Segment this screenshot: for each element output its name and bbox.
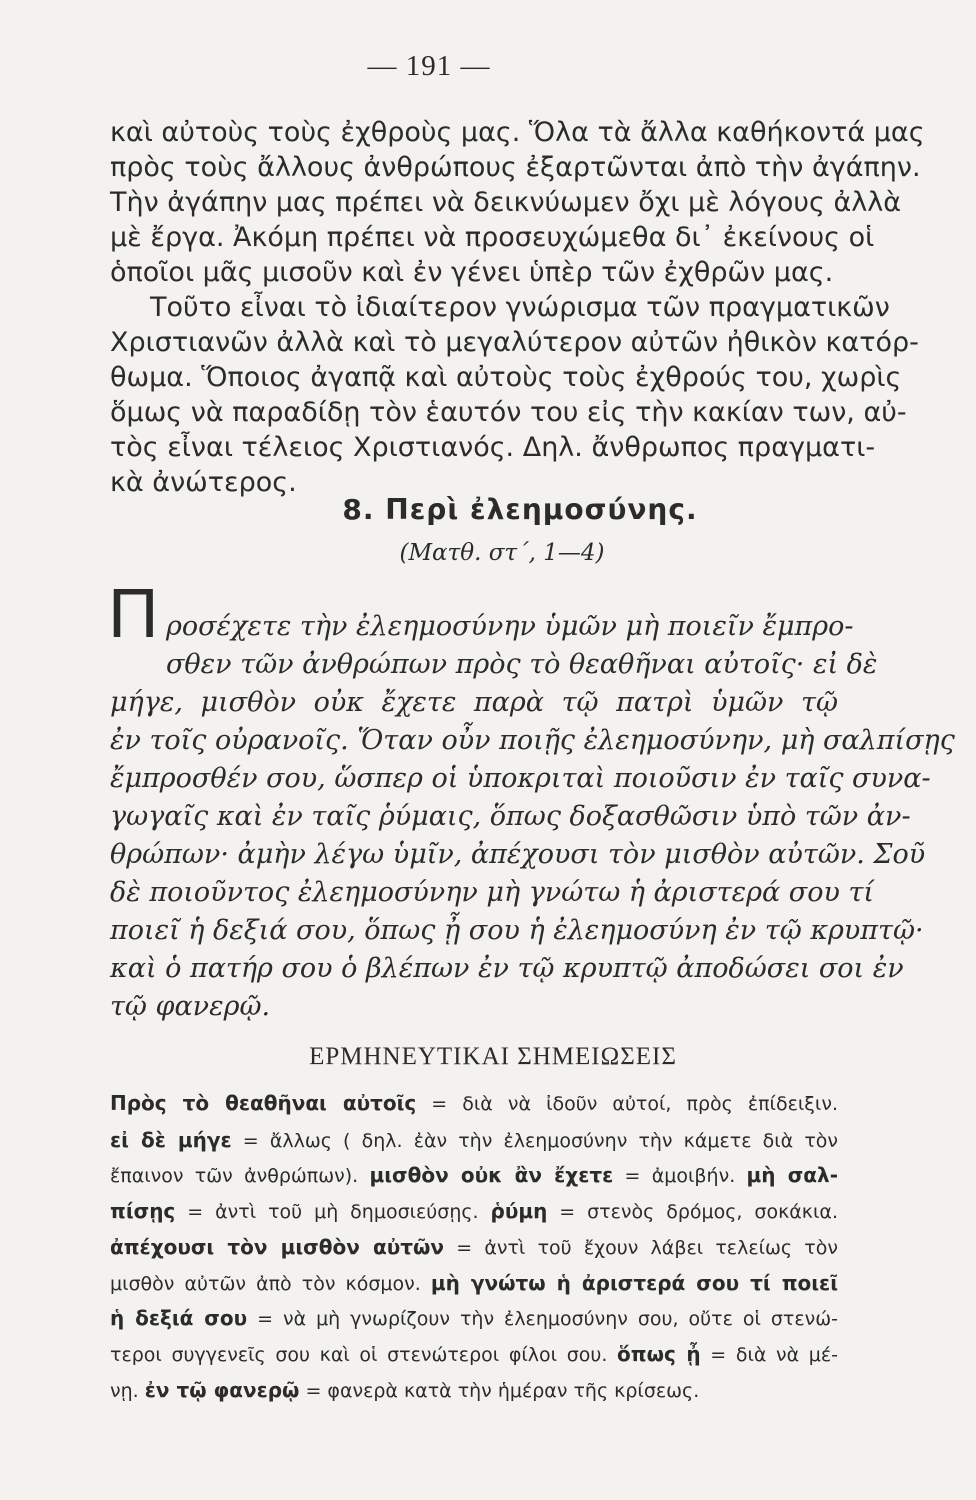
note-term: Πρὸς τὸ θεαθῆναι αὐτοῖς bbox=[110, 1091, 417, 1115]
note-term: ῥύμη bbox=[490, 1199, 548, 1223]
scripture-line: δὲ ποιοῦντος ἐλεημοσύνην μὴ γνώτω ἡ ἀριστερά σου τί bbox=[110, 877, 875, 908]
body-line: ὁποῖοι μᾶς μισοῦν καὶ ἐν γένει ὑπὲρ τῶν ἐχθρῶν μας. bbox=[110, 257, 834, 288]
note-line bbox=[110, 1160, 838, 1191]
note-text: νῃ. bbox=[110, 1380, 145, 1402]
note-term: μισθὸν οὐκ ἂν ἔχετε bbox=[369, 1163, 614, 1187]
drop-cap: Π bbox=[108, 574, 159, 652]
note-text: = διὰ νὰ ἰδοῦν αὐτοί, πρὸς ἐπίδειξιν. bbox=[416, 1093, 838, 1115]
body-line: πρὸς τοὺς ἄλλους ἀνθρώπους ἐξαρτῶνται ἀπὸ τὴν ἀγάπην. bbox=[110, 152, 921, 183]
scripture-line: σθεν τῶν ἀνθρώπων πρὸς τὸ θεαθῆναι αὐτοῖς· εἰ δὲ bbox=[166, 649, 878, 680]
note-line bbox=[110, 1268, 838, 1299]
section-heading: 8. Περὶ ἐλεημοσύνης. bbox=[342, 493, 698, 526]
body-line: καὶ αὐτοὺς τοὺς ἐχθροὺς μας. Ὅλα τὰ ἄλλα καθήκοντά μας bbox=[110, 117, 925, 148]
section-reference: (Ματθ. στ΄, 1—4) bbox=[399, 540, 605, 566]
note-term: ἐν τῷ φανερῷ bbox=[144, 1378, 300, 1402]
note-text: = ἀντὶ τοῦ μὴ δημοσιεύσῃς. bbox=[175, 1201, 491, 1223]
note-text: = ἀμοιβήν. bbox=[613, 1165, 747, 1187]
note-term: μὴ σαλ- bbox=[746, 1163, 838, 1187]
body-line: Τοῦτο εἶναι τὸ ἰδιαίτερον γνώρισμα τῶν πραγματικῶν bbox=[150, 292, 890, 323]
note-line bbox=[110, 1375, 838, 1406]
note-term: ὅπως ᾖ bbox=[617, 1342, 701, 1366]
note-text: = διὰ νὰ μέ- bbox=[700, 1344, 839, 1366]
body-line: Τὴν ἀγάπην μας πρέπει νὰ δεικνύωμεν ὄχι μὲ λόγους ἀλλὰ bbox=[110, 187, 902, 218]
note-text: = νὰ μὴ γνωρίζουν τὴν ἐλεημοσύνην σου, οὔτε οἱ στενώ- bbox=[247, 1308, 838, 1330]
body-line: θωμα. Ὅποιος ἀγαπᾷ καὶ αὐτοὺς τοὺς ἐχθρούς του, χωρὶς bbox=[110, 362, 902, 393]
note-line bbox=[110, 1232, 838, 1263]
scripture-line: ροσέχετε τὴν ἐλεημοσύνην ὑμῶν μὴ ποιεῖν ἔμπρο- bbox=[166, 611, 854, 642]
note-text: τεροι συγγενεῖς σου καὶ οἱ στενώτεροι φίλοι σου. bbox=[110, 1344, 618, 1366]
scripture-line: καὶ ὁ πατήρ σου ὁ βλέπων ἐν τῷ κρυπτῷ ἀποδώσει σοι ἐν bbox=[110, 953, 904, 984]
scripture-line: τῷ φανερῷ. bbox=[110, 991, 271, 1022]
note-line bbox=[110, 1303, 838, 1334]
scripture-line: ἐν τοῖς οὐρανοῖς. Ὅταν οὖν ποιῇς ἐλεημοσύνην, μὴ σαλπίσῃς bbox=[110, 725, 955, 756]
scripture-line: ἔμπροσθέν σου, ὥσπερ οἱ ὑποκριταὶ ποιοῦσιν ἐν ταῖς συνα- bbox=[110, 763, 931, 794]
body-line: μὲ ἔργα. Ἀκόμη πρέπει νὰ προσευχώμεθα δι᾿ ἐκείνους οἱ bbox=[110, 222, 875, 253]
body-line: Χριστιανῶν ἀλλὰ καὶ τὸ μεγαλύτερον αὐτῶν ἠθικὸν κατόρ- bbox=[110, 327, 919, 358]
body-line: κὰ ἀνώτερος. bbox=[110, 467, 297, 498]
note-term: ἀπέχουσι τὸν μισθὸν αὐτῶν bbox=[110, 1235, 444, 1259]
note-term: ἡ δεξιά σου bbox=[110, 1306, 248, 1330]
scripture-line: ποιεῖ ἡ δεξιά σου, ὅπως ᾖ σου ἡ ἐλεημοσύνη ἐν τῷ κρυπτῷ· bbox=[110, 915, 924, 946]
note-line bbox=[110, 1339, 838, 1370]
note-term: εἰ δὲ μήγε bbox=[110, 1128, 232, 1152]
note-text: = στενὸς δρόμος, σοκάκια. bbox=[547, 1201, 838, 1223]
note-term: μὴ γνώτω ἡ ἀριστερά σου τί ποιεῖ bbox=[430, 1271, 838, 1295]
scripture-line: μήγε, μισθὸν οὐκ ἔχετε παρὰ τῷ πατρὶ ὑμῶν τῷ bbox=[110, 687, 838, 718]
notes-title: ΕΡΜΗΝΕΥΤΙΚΑΙ ΣΗΜΕΙΩΣΕΙΣ bbox=[309, 1043, 677, 1070]
scripture-line: θρώπων· ἀμὴν λέγω ὑμῖν, ἀπέχουσι τὸν μισθὸν αὐτῶν. Σοῦ bbox=[110, 839, 926, 870]
note-line bbox=[110, 1196, 838, 1227]
scripture-line: γωγαῖς καὶ ἐν ταῖς ῥύμαις, ὅπως δοξασθῶσιν ὑπὸ τῶν ἀν- bbox=[110, 801, 911, 832]
note-text: μισθὸν αὐτῶν ἀπὸ τὸν κόσμον. bbox=[110, 1273, 431, 1295]
note-text: ἔπαινον τῶν ἀνθρώπων). bbox=[110, 1165, 370, 1187]
page-number: — 191 — bbox=[367, 50, 491, 82]
note-text: = φανερὰ κατὰ τὴν ἡμέραν τῆς κρίσεως. bbox=[299, 1380, 700, 1402]
note-line bbox=[110, 1125, 838, 1156]
note-text: = ἀντὶ τοῦ ἔχουν λάβει τελείως τὸν bbox=[443, 1237, 838, 1259]
note-text: = ἄλλως ( δηλ. ἐὰν τὴν ἐλεημοσύνην τὴν κάμετε διὰ τὸν bbox=[231, 1130, 839, 1152]
note-term: πίσῃς bbox=[110, 1199, 176, 1223]
note-line bbox=[110, 1088, 838, 1119]
body-line: ὅμως νὰ παραδίδῃ τὸν ἑαυτόν του εἰς τὴν κακίαν των, αὐ- bbox=[110, 397, 907, 428]
body-line: τὸς εἶναι τέλειος Χριστιανός. Δηλ. ἄνθρωπος πραγματι- bbox=[110, 432, 876, 463]
